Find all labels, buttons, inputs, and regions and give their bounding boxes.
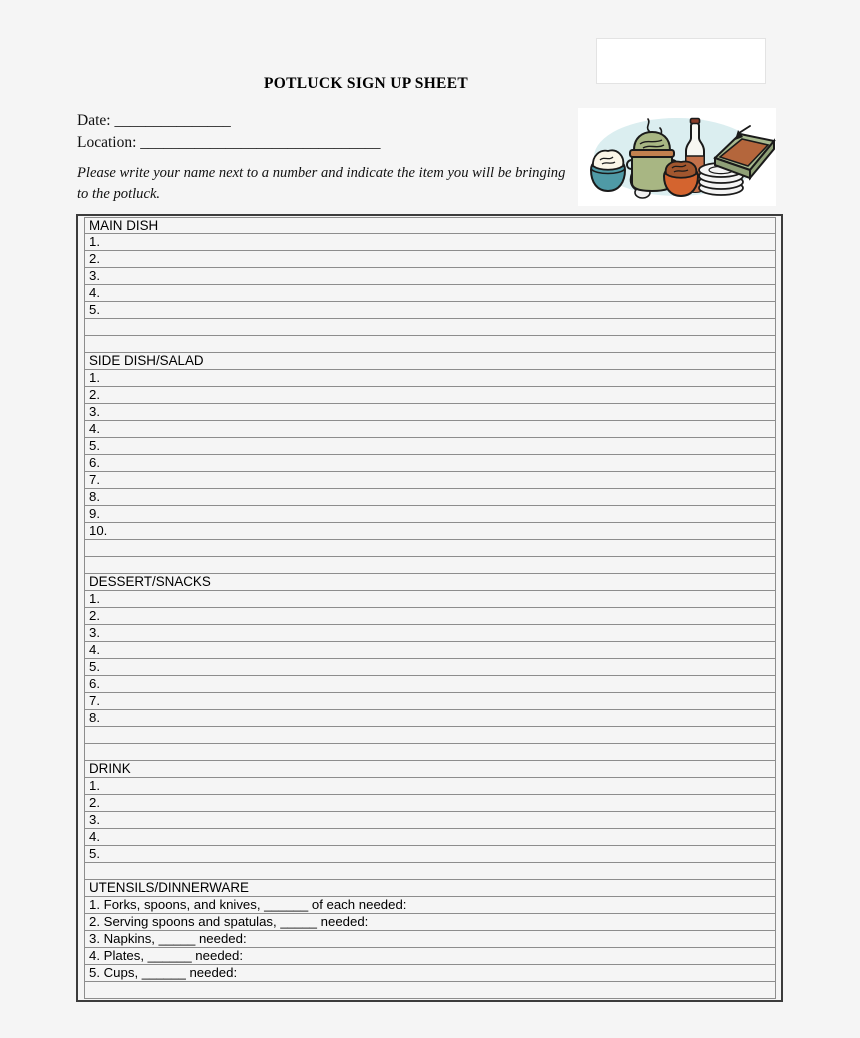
signup-row[interactable]: 9. bbox=[84, 506, 776, 523]
signup-row[interactable]: 5. bbox=[84, 302, 776, 319]
signup-row[interactable]: 1. Forks, spoons, and knives, ______ of each needed: bbox=[84, 897, 776, 914]
section-header: MAIN DISH bbox=[84, 217, 776, 234]
spacer-row bbox=[84, 863, 776, 880]
spacer-row bbox=[84, 744, 776, 761]
signup-row[interactable]: 8. bbox=[84, 710, 776, 727]
signup-row[interactable]: 4. bbox=[84, 829, 776, 846]
signup-row[interactable]: 1. bbox=[84, 370, 776, 387]
date-field[interactable]: Date: _______________ bbox=[77, 112, 231, 129]
signup-row[interactable]: 3. bbox=[84, 268, 776, 285]
spacer-row bbox=[84, 336, 776, 353]
signup-row[interactable]: 2. bbox=[84, 795, 776, 812]
spacer-row bbox=[84, 727, 776, 744]
form-fields bbox=[77, 110, 381, 154]
signup-row[interactable]: 1. bbox=[84, 778, 776, 795]
section-header: DESSERT/SNACKS bbox=[84, 574, 776, 591]
signup-row[interactable]: 6. bbox=[84, 455, 776, 472]
signup-row[interactable]: 7. bbox=[84, 472, 776, 489]
signup-row[interactable]: 4. bbox=[84, 285, 776, 302]
signup-row[interactable]: 8. bbox=[84, 489, 776, 506]
signup-row[interactable]: 2. bbox=[84, 251, 776, 268]
signup-row[interactable]: 5. Cups, ______ needed: bbox=[84, 965, 776, 982]
signup-row[interactable]: 4. bbox=[84, 421, 776, 438]
signup-row[interactable]: 5. bbox=[84, 659, 776, 676]
signup-row[interactable]: 4. Plates, ______ needed: bbox=[84, 948, 776, 965]
spacer-row bbox=[84, 982, 776, 999]
signup-row[interactable]: 10. bbox=[84, 523, 776, 540]
signup-row[interactable]: 3. bbox=[84, 625, 776, 642]
spacer-row bbox=[84, 540, 776, 557]
signup-row[interactable]: 1. bbox=[84, 234, 776, 251]
page-title: POTLUCK SIGN UP SHEET bbox=[264, 75, 468, 92]
signup-row[interactable]: 1. bbox=[84, 591, 776, 608]
signup-row[interactable]: 2. bbox=[84, 608, 776, 625]
potluck-food-clipart-icon bbox=[578, 108, 776, 206]
location-field[interactable]: Location: _______________________________ bbox=[77, 134, 381, 151]
signup-row[interactable]: 5. bbox=[84, 438, 776, 455]
signup-row[interactable]: 3. Napkins, _____ needed: bbox=[84, 931, 776, 948]
signup-row[interactable]: 7. bbox=[84, 693, 776, 710]
signup-row[interactable]: 2. Serving spoons and spatulas, _____ needed: bbox=[84, 914, 776, 931]
potluck-signup-table bbox=[76, 214, 783, 1002]
signup-row[interactable]: 5. bbox=[84, 846, 776, 863]
instruction-text: Please write your name next to a number and indicate the item you will be bringing to the potluck. bbox=[77, 165, 566, 202]
signup-row[interactable]: 6. bbox=[84, 676, 776, 693]
signup-row[interactable]: 3. bbox=[84, 812, 776, 829]
signup-row[interactable]: 3. bbox=[84, 404, 776, 421]
spacer-row bbox=[84, 557, 776, 574]
section-header: UTENSILS/DINNERWARE bbox=[84, 880, 776, 897]
section-header: SIDE DISH/SALAD bbox=[84, 353, 776, 370]
signup-row[interactable]: 4. bbox=[84, 642, 776, 659]
section-header: DRINK bbox=[84, 761, 776, 778]
signup-row[interactable]: 2. bbox=[84, 387, 776, 404]
spacer-row bbox=[84, 319, 776, 336]
